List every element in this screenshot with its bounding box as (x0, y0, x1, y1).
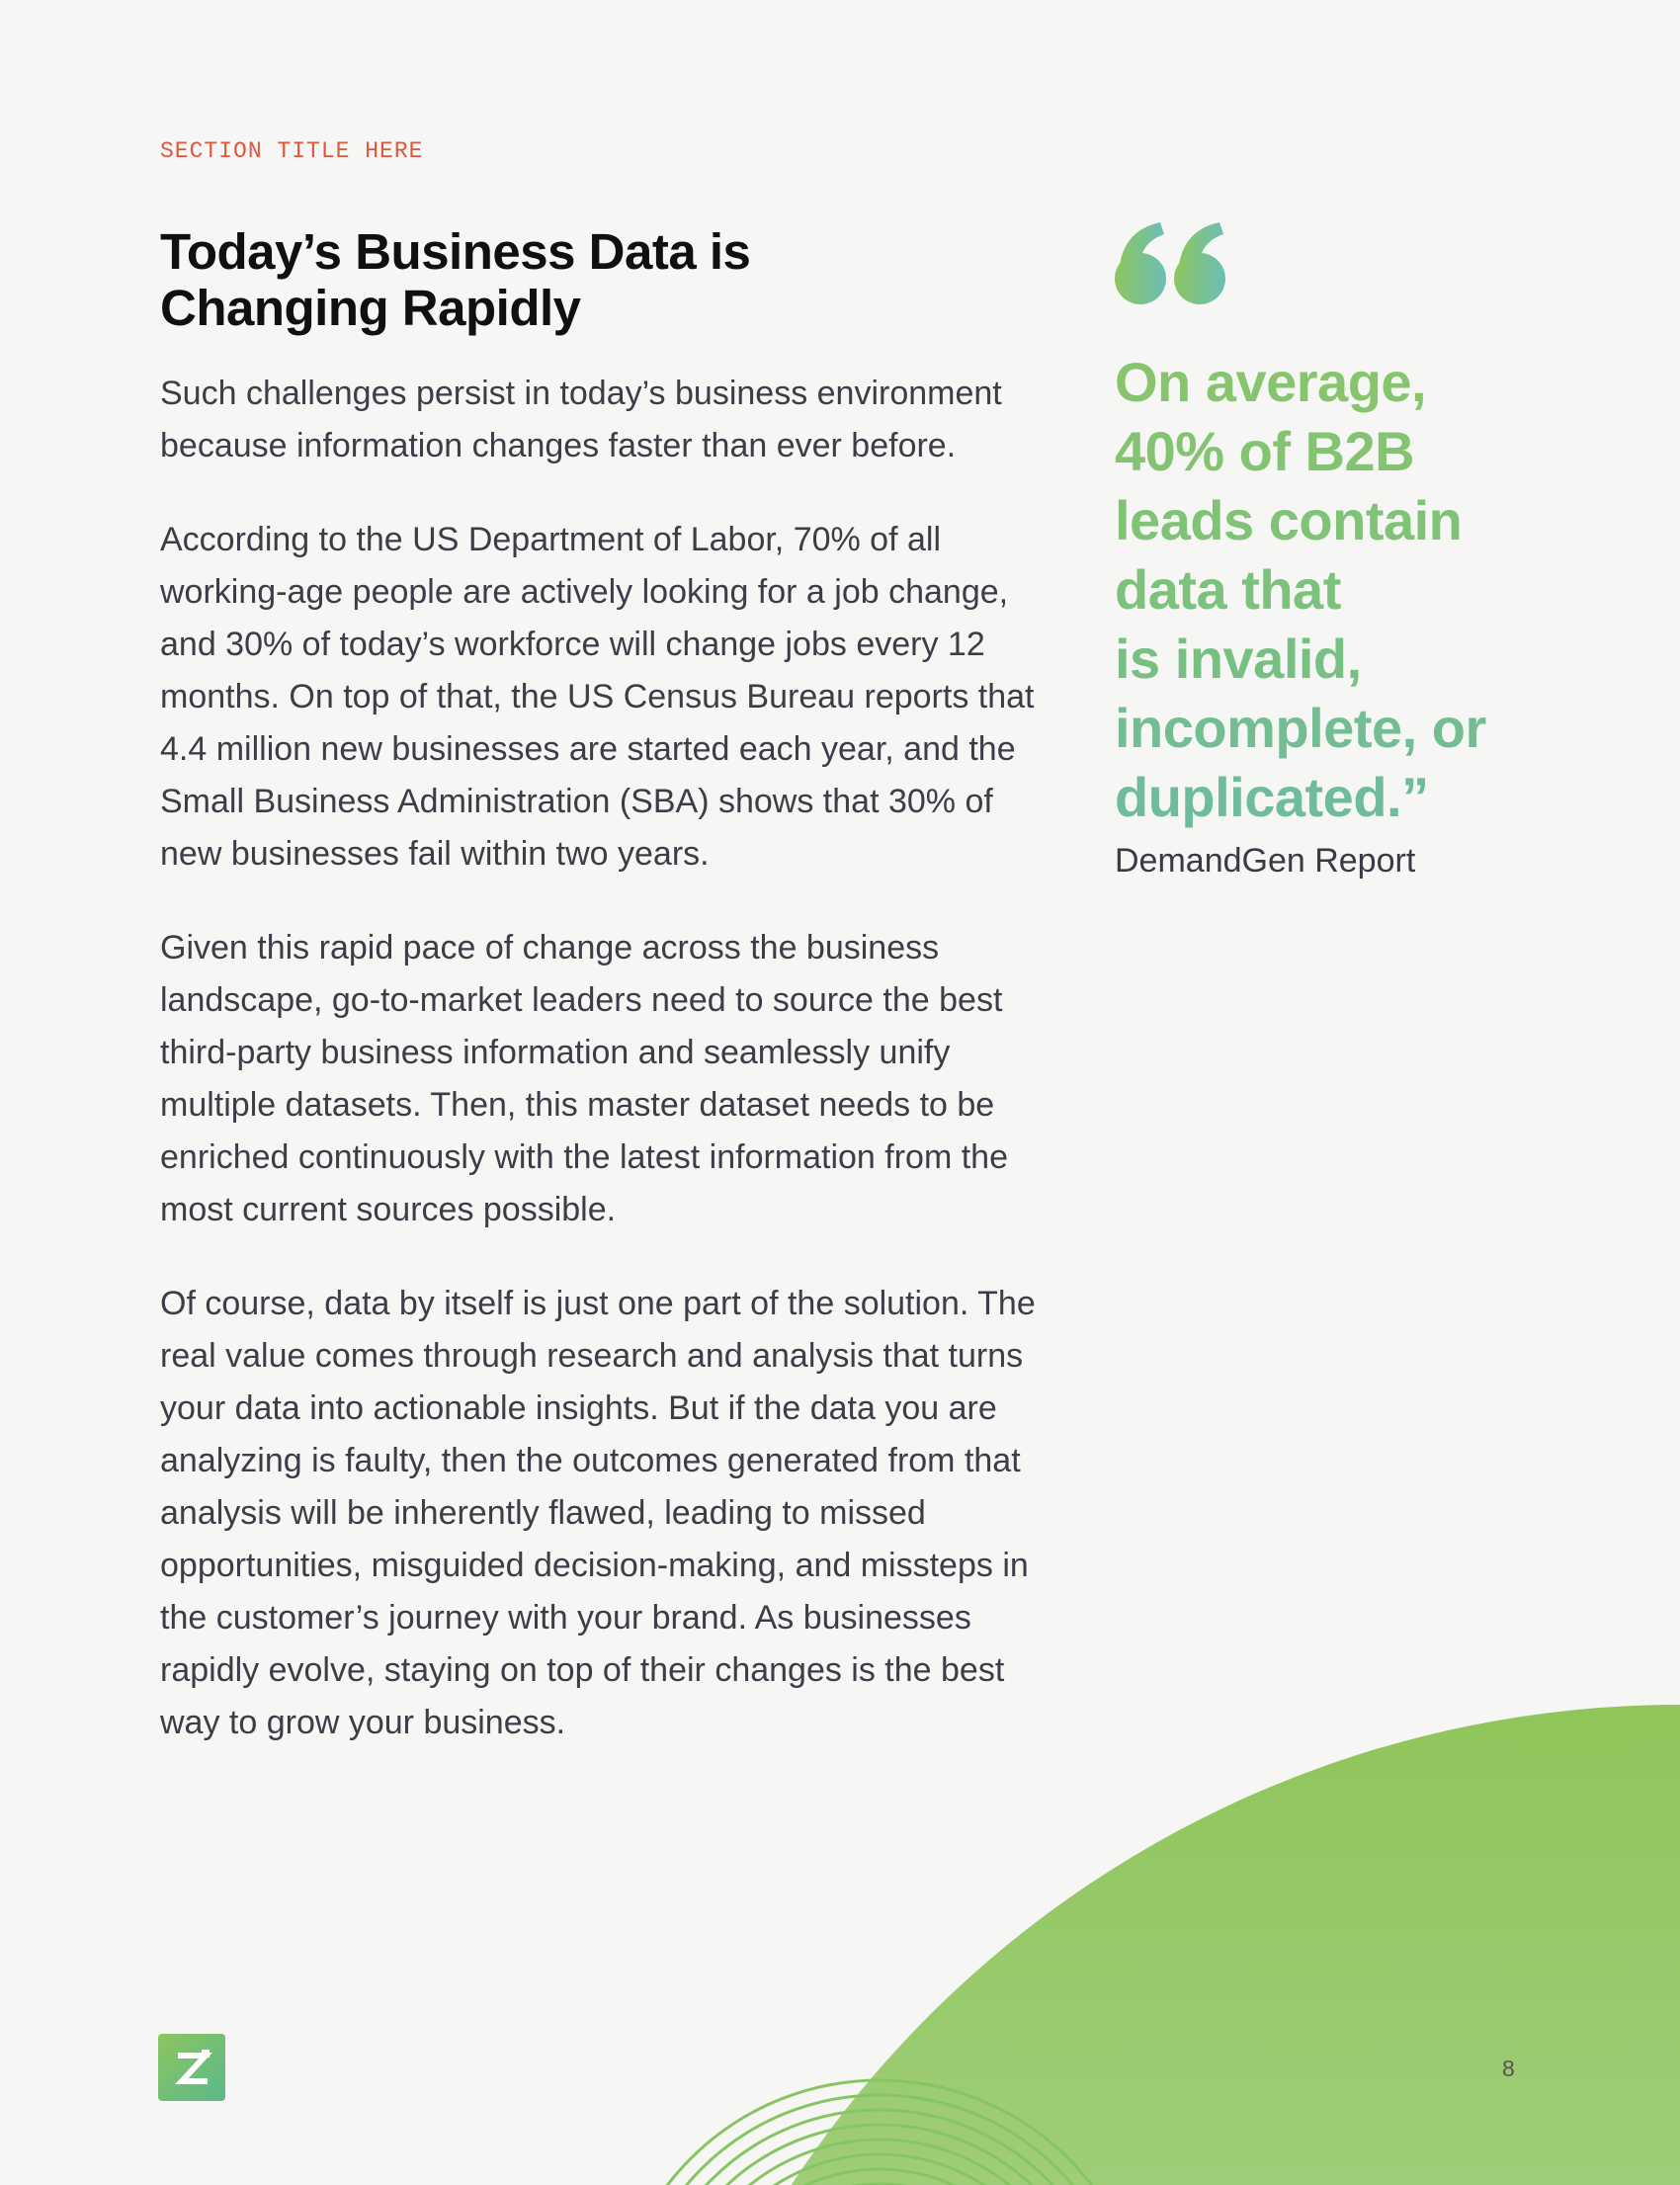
page-number: 8 (1502, 2056, 1515, 2081)
zoominfo-z-logo (158, 2034, 225, 2101)
paragraph: Such challenges persist in today’s business environment because information changes faster than ever before. (160, 375, 1002, 464)
open-quote-icon (1115, 222, 1233, 306)
title-line-2: Changing Rapidly (160, 280, 581, 336)
quote-line: leads contain (1115, 489, 1463, 551)
paragraph: Of course, data by itself is just one part of the solution. The real value comes through research and analysis that turns your data into actionable insights. But if the data you are analyzing is faulty, then the outcomes generated from that analysis will be inherently flawed, leading to missed opportunities, misguided decision-making, and missteps in the customer’s journey with your brand. As businesses rapidly evolve, staying on top of their changes is the best way to grow your business. (160, 1285, 1036, 1741)
title-line-1: Today’s Business Data is (160, 223, 751, 280)
quote-line: incomplete, or (1115, 697, 1486, 759)
paragraph: According to the US Department of Labor, 70% of all working-age people are actively looking for a job change, and 30% of today’s workforce will change jobs every 12 months. On top of that, the US Census Bureau reports that 4.4 million new businesses are started each year, and the Small Business Administration (SBA) shows that 30% of new businesses fail within two years. (160, 521, 1035, 873)
quote-source: DemandGen Report (1115, 842, 1416, 880)
quote-line: 40% of B2B (1115, 420, 1415, 482)
pull-quote (1115, 348, 1589, 832)
z-letter-icon (158, 2034, 225, 2101)
body-text (160, 368, 1069, 1791)
quote-line: data that (1115, 558, 1341, 621)
section-label: SECTION TITLE HERE (160, 138, 424, 164)
paragraph: Given this rapid pace of change across the business landscape, go-to-market leaders need to source the best third-party business information and seamlessly unify multiple datasets. Then, this master dataset needs to be enriched continuously with the latest information from the most current sources possible. (160, 929, 1009, 1228)
page-title (160, 223, 872, 336)
quote-line: duplicated.” (1115, 766, 1429, 828)
quote-line: is invalid, (1115, 628, 1362, 690)
quote-line: On average, (1115, 351, 1427, 413)
